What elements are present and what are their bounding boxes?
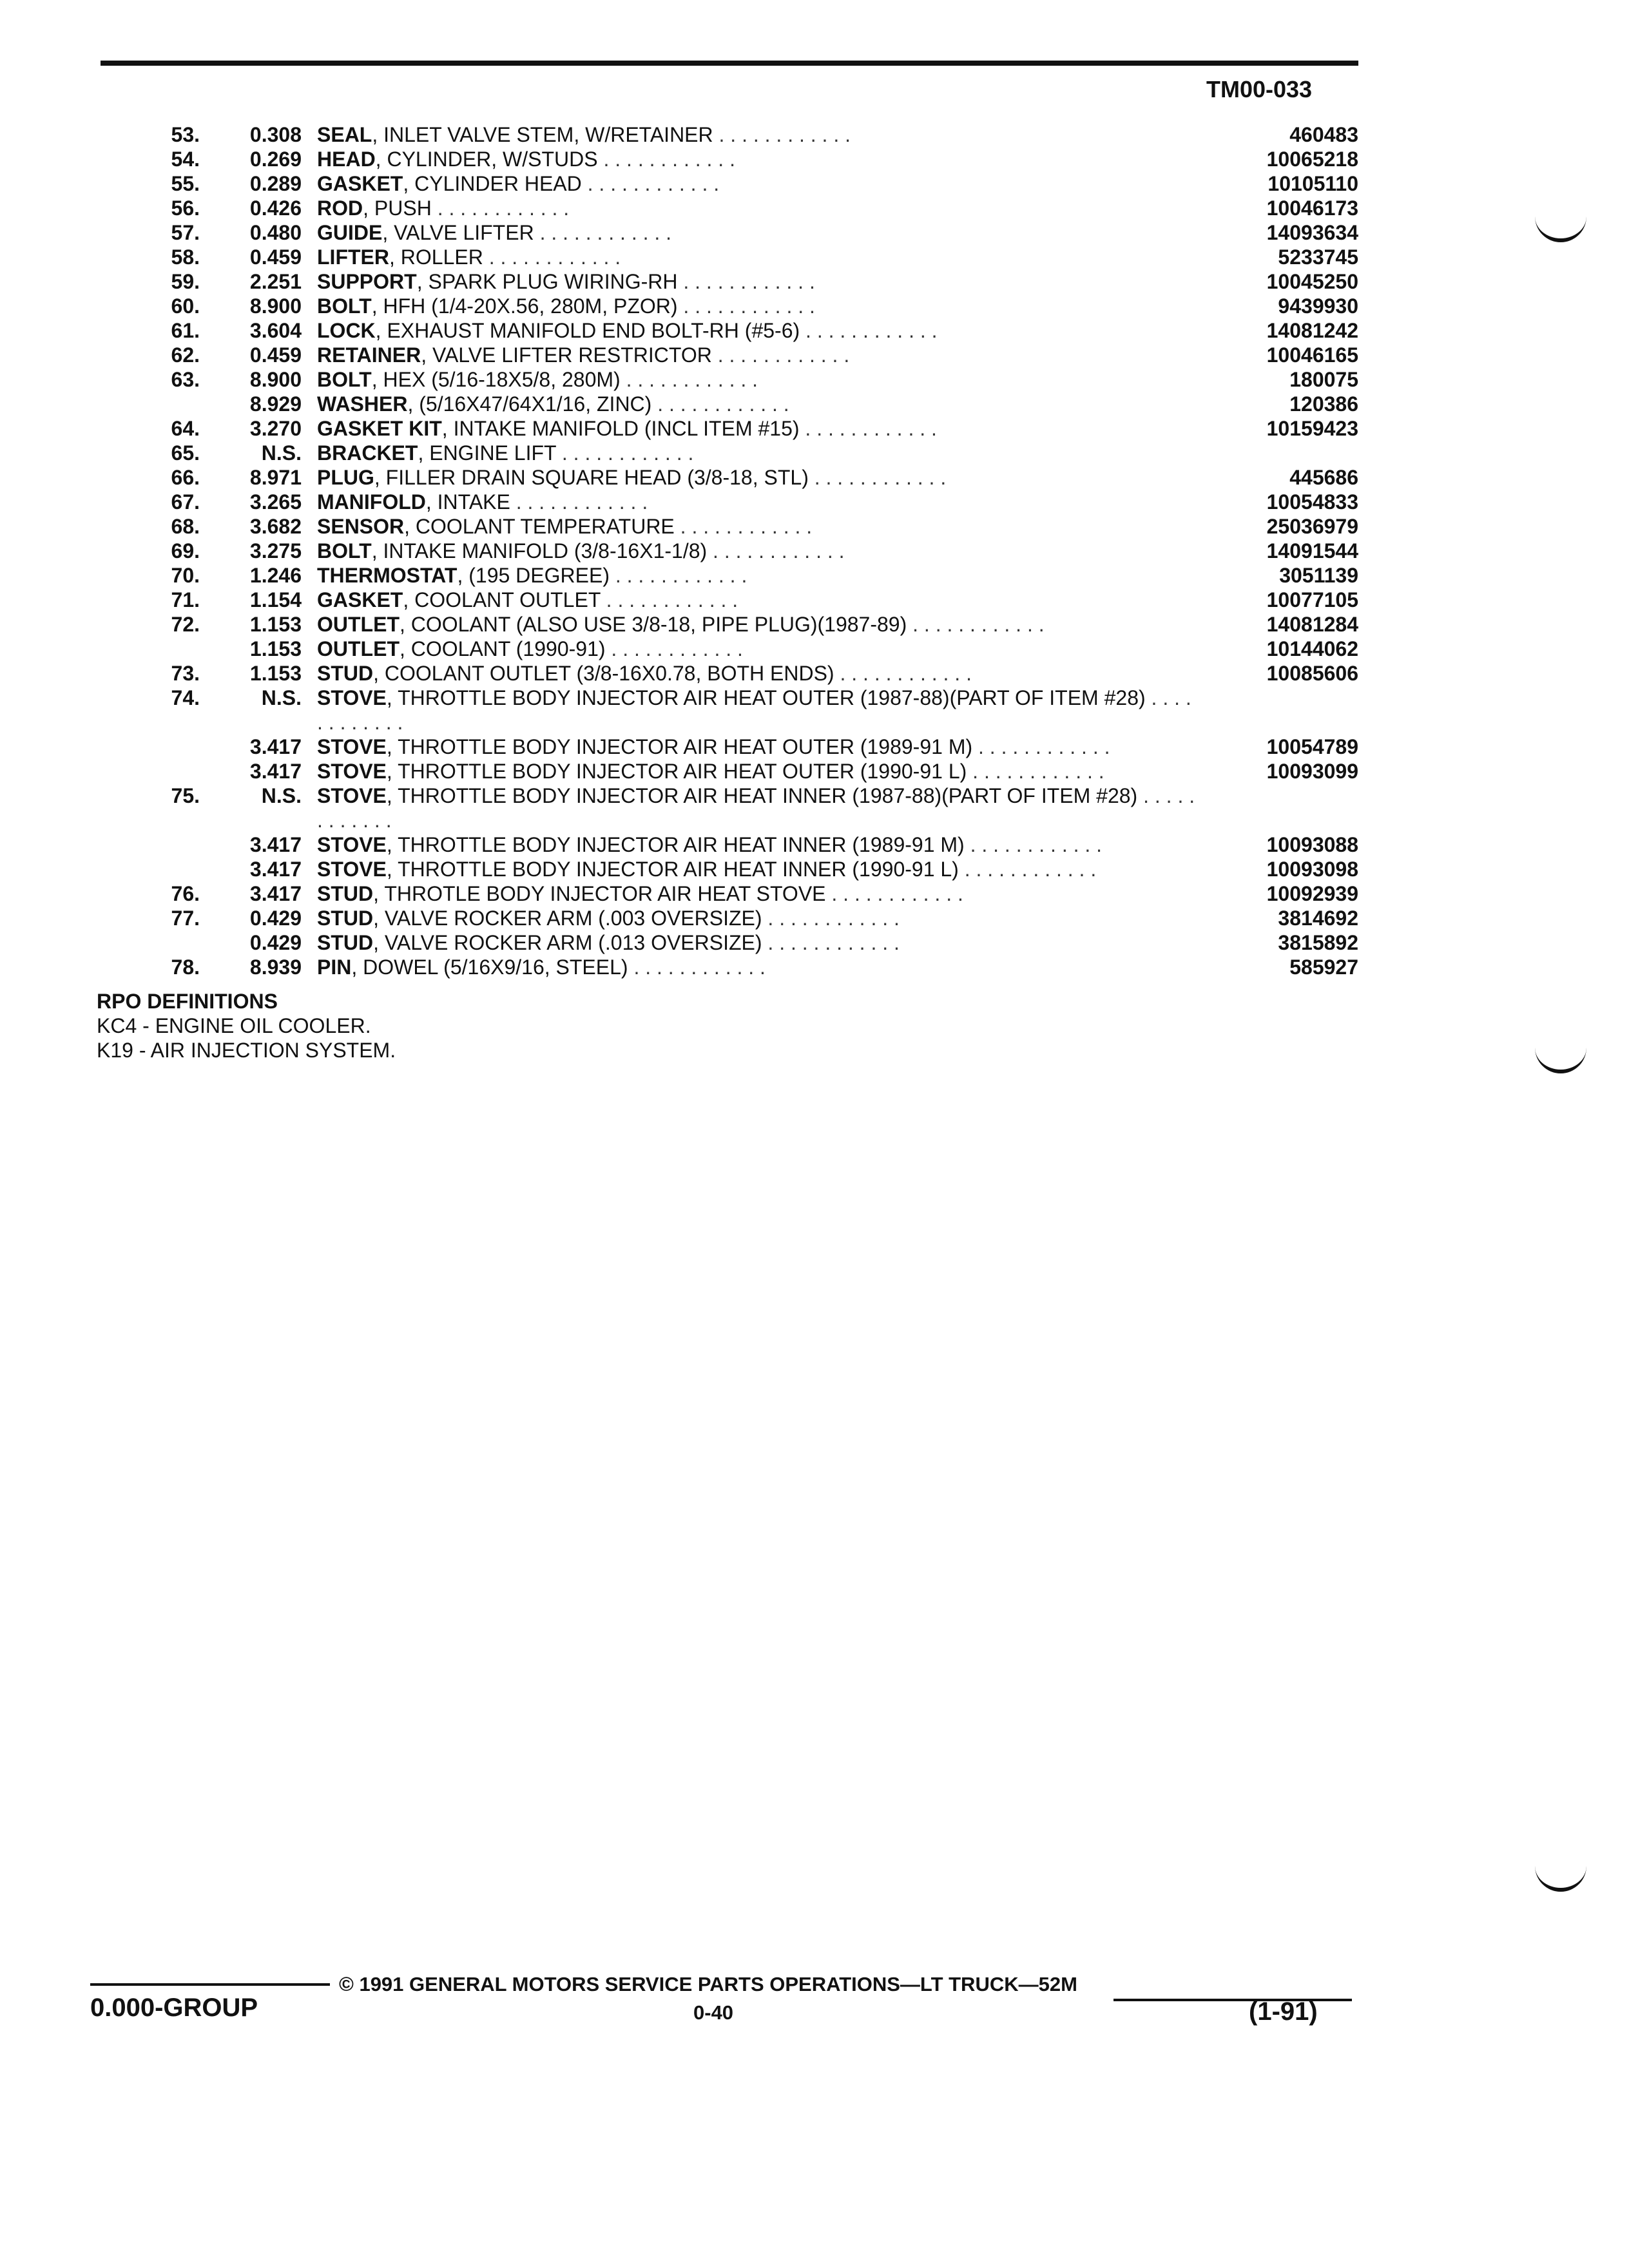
part-row [0, 539, 1629, 563]
part-description [317, 490, 1200, 514]
item-number: 68. [171, 515, 200, 538]
group-number: 1.153 [249, 662, 302, 685]
group-number: 0.459 [249, 343, 302, 367]
part-number: 10054789 [1266, 735, 1358, 758]
part-number: 9439930 [1278, 294, 1358, 318]
part-number: 10093098 [1266, 858, 1358, 881]
part-description [317, 196, 1200, 220]
part-detail: , DOWEL (5/16X9/16, STEEL) [351, 956, 628, 979]
dot-leader: . . . . . . . . . . . . [707, 539, 845, 562]
part-description [317, 612, 1200, 637]
group-number: 3.265 [249, 490, 302, 514]
part-row [0, 147, 1629, 171]
item-number: 69. [171, 539, 200, 562]
part-number: 10092939 [1266, 882, 1358, 905]
dot-leader: . . . . . . . . . . . . [825, 882, 963, 905]
group-number: 8.929 [249, 392, 302, 416]
part-row [0, 661, 1629, 686]
part-description [317, 563, 1200, 588]
part-detail: , HFH (1/4-20X.56, 280M, PZOR) [371, 294, 678, 318]
group-number: 0.429 [249, 931, 302, 954]
part-row [0, 759, 1629, 783]
part-description [317, 269, 1200, 294]
dot-leader: . . . . . . . . . . . . [677, 270, 815, 293]
part-detail: , COOLANT (ALSO USE 3/8-18, PIPE PLUG)(1987-89) [399, 613, 907, 636]
revision-date: (1-91) [1249, 1997, 1318, 2026]
part-name: BRACKET [317, 441, 418, 465]
part-number: 180075 [1289, 368, 1358, 391]
part-description [317, 588, 1200, 612]
item-number: 74. [171, 686, 200, 709]
dot-leader: . . . . . . . . . . . . [674, 515, 813, 538]
part-number: 460483 [1289, 123, 1358, 146]
part-detail: , THROTLE BODY INJECTOR AIR HEAT STOVE [373, 882, 826, 905]
dot-leader: . . . . . . . . . . . . [605, 637, 743, 660]
part-number: 3815892 [1278, 931, 1358, 954]
group-number: 3.604 [249, 319, 302, 342]
part-number: 10077105 [1266, 588, 1358, 611]
dot-leader: . . . . . . . . . . . . [600, 588, 738, 611]
item-number: 75. [171, 784, 200, 807]
part-name: RETAINER [317, 343, 421, 367]
dot-leader: . . . . . . . . . . . . [483, 245, 621, 269]
part-detail: , COOLANT OUTLET [403, 588, 601, 611]
part-row [0, 857, 1629, 881]
group-number: 3.417 [249, 735, 302, 758]
part-row [0, 563, 1629, 588]
part-description [317, 514, 1200, 539]
dot-leader: . . . . . . . . . . . . [317, 784, 1195, 832]
dot-leader: . . . . . . . . . . . . [799, 417, 937, 440]
dot-leader: . . . . . . . . . . . . [620, 368, 758, 391]
binder-hole-mark [1535, 1862, 1586, 1892]
part-name: PLUG [317, 466, 374, 489]
item-number: 56. [171, 197, 200, 220]
part-row [0, 832, 1629, 857]
part-name: BOLT [317, 539, 372, 562]
part-number: 10093088 [1266, 833, 1358, 856]
group-number: 0.289 [249, 172, 302, 195]
part-number: 10159423 [1266, 417, 1358, 440]
item-number: 67. [171, 490, 200, 514]
part-detail: , SPARK PLUG WIRING-RH [416, 270, 678, 293]
part-name: STOVE [317, 858, 387, 881]
item-number: 73. [171, 662, 200, 685]
part-name: GUIDE [317, 221, 383, 244]
part-number: 10065218 [1266, 148, 1358, 171]
group-number: N.S. [261, 686, 302, 709]
part-row [0, 343, 1629, 367]
group-number: 1.153 [249, 613, 302, 636]
part-detail: , ENGINE LIFT [418, 441, 556, 465]
dot-leader: . . . . . . . . . . . . [762, 931, 900, 954]
group-number: 0.480 [249, 221, 302, 244]
dot-leader: . . . . . . . . . . . . [317, 686, 1191, 734]
group-number: 1.246 [249, 564, 302, 587]
part-detail: , VALVE ROCKER ARM (.013 OVERSIZE) [373, 931, 762, 954]
item-number: 61. [171, 319, 200, 342]
part-detail: , INLET VALVE STEM, W/RETAINER [372, 123, 713, 146]
part-detail: , THROTTLE BODY INJECTOR AIR HEAT INNER (1987-88)(PART OF ITEM #28) [386, 784, 1138, 807]
part-detail: , THROTTLE BODY INJECTOR AIR HEAT INNER (1989-91 M) [386, 833, 965, 856]
part-description [317, 294, 1200, 318]
part-detail: , INTAKE MANIFOLD (3/8-16X1-1/8) [371, 539, 708, 562]
part-number: 10085606 [1266, 662, 1358, 685]
part-row [0, 171, 1629, 196]
part-name: STOVE [317, 686, 387, 709]
item-number: 64. [171, 417, 200, 440]
item-number: 66. [171, 466, 200, 489]
part-detail: , INTAKE [425, 490, 510, 514]
part-detail: , (195 DEGREE) [457, 564, 610, 587]
part-name: LOCK [317, 319, 376, 342]
part-name: PIN [317, 956, 352, 979]
part-row [0, 612, 1629, 637]
dot-leader: . . . . . . . . . . . . [651, 392, 789, 416]
part-detail: , COOLANT OUTLET (3/8-16X0.78, BOTH ENDS) [373, 662, 834, 685]
document-code: TM00-033 [1206, 76, 1313, 102]
dot-leader: . . . . . . . . . . . . [972, 735, 1110, 758]
part-description [317, 147, 1200, 171]
part-name: STUD [317, 907, 374, 930]
item-number: 70. [171, 564, 200, 587]
part-description [317, 465, 1200, 490]
group-number: 0.308 [249, 123, 302, 146]
part-description [317, 783, 1200, 832]
part-row [0, 367, 1629, 392]
part-name: STOVE [317, 760, 387, 783]
dot-leader: . . . . . . . . . . . . [510, 490, 648, 514]
dot-leader: . . . . . . . . . . . . [967, 760, 1104, 783]
group-number: 3.417 [249, 858, 302, 881]
item-number: 54. [171, 148, 200, 171]
part-row [0, 465, 1629, 490]
part-detail: , VALVE ROCKER ARM (.003 OVERSIZE) [373, 907, 762, 930]
dot-leader: . . . . . . . . . . . . [834, 662, 972, 685]
part-detail: , INTAKE MANIFOLD (INCL ITEM #15) [441, 417, 800, 440]
dot-leader: . . . . . . . . . . . . [556, 441, 694, 465]
part-detail: , EXHAUST MANIFOLD END BOLT-RH (#5-6) [375, 319, 800, 342]
part-description [317, 906, 1200, 930]
group-number: N.S. [261, 441, 302, 465]
part-number: 14081242 [1266, 319, 1358, 342]
part-detail: , VALVE LIFTER RESTRICTOR [421, 343, 712, 367]
part-row [0, 269, 1629, 294]
dot-leader: . . . . . . . . . . . . [808, 466, 947, 489]
part-description [317, 122, 1200, 147]
part-name: WASHER [317, 392, 408, 416]
dot-leader: . . . . . . . . . . . . [800, 319, 938, 342]
dot-leader: . . . . . . . . . . . . [711, 343, 850, 367]
part-description [317, 245, 1200, 269]
part-number: 445686 [1289, 466, 1358, 489]
group-number: 1.153 [249, 637, 302, 660]
item-number: 72. [171, 613, 200, 636]
item-number: 63. [171, 368, 200, 391]
part-detail: , COOLANT (1990-91) [399, 637, 606, 660]
part-detail: , ROLLER [389, 245, 483, 269]
part-row [0, 881, 1629, 906]
item-number: 57. [171, 221, 200, 244]
part-name: SENSOR [317, 515, 405, 538]
group-number: 0.459 [249, 245, 302, 269]
dot-leader: . . . . . . . . . . . . [958, 858, 1097, 881]
part-number: 10046173 [1266, 197, 1358, 220]
item-number: 59. [171, 270, 200, 293]
part-row [0, 245, 1629, 269]
group-number: 2.251 [249, 270, 302, 293]
part-row [0, 122, 1629, 147]
part-name: STOVE [317, 784, 387, 807]
part-number: 585927 [1289, 956, 1358, 979]
part-number: 25036979 [1266, 515, 1358, 538]
part-row [0, 416, 1629, 441]
part-name: OUTLET [317, 613, 400, 636]
part-name: SEAL [317, 123, 372, 146]
part-name: ROD [317, 197, 363, 220]
rpo-line: KC4 - ENGINE OIL COOLER. [97, 1014, 371, 1037]
part-description [317, 343, 1200, 367]
part-name: GASKET KIT [317, 417, 442, 440]
part-detail: , HEX (5/16-18X5/8, 280M) [371, 368, 621, 391]
dot-leader: . . . . . . . . . . . . [534, 221, 672, 244]
part-description [317, 661, 1200, 686]
part-name: BOLT [317, 294, 372, 318]
part-number: 10105110 [1268, 172, 1358, 195]
dot-leader: . . . . . . . . . . . . [907, 613, 1045, 636]
part-name: OUTLET [317, 637, 400, 660]
item-number: 78. [171, 956, 200, 979]
part-description [317, 881, 1200, 906]
part-row [0, 930, 1629, 955]
dot-leader: . . . . . . . . . . . . [964, 833, 1103, 856]
part-number: 3814692 [1278, 907, 1358, 930]
item-number: 60. [171, 294, 200, 318]
dot-leader: . . . . . . . . . . . . [609, 564, 747, 587]
item-number: 65. [171, 441, 200, 465]
part-name: GASKET [317, 172, 403, 195]
footer-rule [90, 1983, 330, 1986]
item-number: 53. [171, 123, 200, 146]
rpo-heading: RPO DEFINITIONS [97, 990, 278, 1013]
part-name: THERMOSTAT [317, 564, 458, 587]
part-description [317, 759, 1200, 783]
group-number: 3.682 [249, 515, 302, 538]
copyright-notice: © 1991 GENERAL MOTORS SERVICE PARTS OPERATIONS—LT TRUCK—52M [339, 1973, 1077, 1995]
dot-leader: . . . . . . . . . . . . [762, 907, 900, 930]
part-name: BOLT [317, 368, 372, 391]
part-description [317, 318, 1200, 343]
binder-hole-mark [1535, 1044, 1586, 1073]
part-name: GASKET [317, 588, 403, 611]
part-row [0, 686, 1629, 735]
part-number: 3051139 [1279, 564, 1358, 587]
dot-leader: . . . . . . . . . . . . [628, 956, 766, 979]
part-row [0, 220, 1629, 245]
part-number: 10046165 [1266, 343, 1358, 367]
part-description [317, 857, 1200, 881]
part-number: 14091544 [1266, 539, 1358, 562]
dot-leader: . . . . . . . . . . . . [677, 294, 815, 318]
group-number: 0.269 [249, 148, 302, 171]
part-row [0, 637, 1629, 661]
part-number: 10144062 [1266, 637, 1358, 660]
part-detail: , THROTTLE BODY INJECTOR AIR HEAT OUTER (1987-88)(PART OF ITEM #28) [386, 686, 1146, 709]
part-number: 10054833 [1266, 490, 1358, 514]
part-number: 14093634 [1266, 221, 1358, 244]
item-number: 77. [171, 907, 200, 930]
part-description [317, 539, 1200, 563]
dot-leader: . . . . . . . . . . . . [581, 172, 720, 195]
part-row [0, 783, 1629, 832]
group-number: 3.417 [249, 882, 302, 905]
part-description [317, 171, 1200, 196]
part-detail: , CYLINDER, W/STUDS [375, 148, 598, 171]
part-row [0, 392, 1629, 416]
part-detail: , THROTTLE BODY INJECTOR AIR HEAT INNER (1990-91 L) [386, 858, 959, 881]
group-label: 0.000-GROUP [90, 1994, 258, 2022]
part-detail: , CYLINDER HEAD [403, 172, 582, 195]
dot-leader: . . . . . . . . . . . . [713, 123, 851, 146]
part-number: 120386 [1289, 392, 1358, 416]
item-number: 58. [171, 245, 200, 269]
part-description [317, 220, 1200, 245]
group-number: 3.270 [249, 417, 302, 440]
part-name: STOVE [317, 735, 387, 758]
group-number: N.S. [261, 784, 302, 807]
part-description [317, 955, 1200, 979]
group-number: 3.417 [249, 760, 302, 783]
part-row [0, 955, 1629, 979]
part-description [317, 416, 1200, 441]
part-name: HEAD [317, 148, 376, 171]
part-detail: , COOLANT TEMPERATURE [404, 515, 675, 538]
part-detail: , (5/16X47/64X1/16, ZINC) [407, 392, 652, 416]
part-description [317, 930, 1200, 955]
part-number: 5233745 [1278, 245, 1358, 269]
part-number: 14081284 [1266, 613, 1358, 636]
part-name: STUD [317, 931, 374, 954]
rpo-definitions [97, 989, 396, 1062]
part-description [317, 392, 1200, 416]
group-number: 0.426 [249, 197, 302, 220]
part-name: STOVE [317, 833, 387, 856]
group-number: 8.939 [249, 956, 302, 979]
part-description [317, 735, 1200, 759]
part-description [317, 686, 1200, 735]
dot-leader: . . . . . . . . . . . . [597, 148, 735, 171]
rpo-line: K19 - AIR INJECTION SYSTEM. [97, 1039, 396, 1062]
item-number: 76. [171, 882, 200, 905]
group-number: 8.900 [249, 368, 302, 391]
part-name: STUD [317, 882, 374, 905]
part-name: SUPPORT [317, 270, 417, 293]
part-description [317, 832, 1200, 857]
part-row [0, 514, 1629, 539]
part-row [0, 196, 1629, 220]
item-number: 71. [171, 588, 200, 611]
group-number: 1.154 [249, 588, 302, 611]
dot-leader: . . . . . . . . . . . . [431, 197, 570, 220]
item-number: 62. [171, 343, 200, 367]
part-name: MANIFOLD [317, 490, 426, 514]
part-row [0, 490, 1629, 514]
parts-list [0, 122, 1629, 979]
group-number: 8.971 [249, 466, 302, 489]
part-detail: , VALVE LIFTER [382, 221, 534, 244]
group-number: 3.417 [249, 833, 302, 856]
group-number: 0.429 [249, 907, 302, 930]
part-row [0, 588, 1629, 612]
part-row [0, 735, 1629, 759]
part-description [317, 367, 1200, 392]
part-row [0, 441, 1629, 465]
part-description [317, 441, 1200, 465]
part-description [317, 637, 1200, 661]
group-number: 3.275 [249, 539, 302, 562]
page-number: 0-40 [693, 2001, 734, 2024]
part-name: LIFTER [317, 245, 389, 269]
part-detail: , THROTTLE BODY INJECTOR AIR HEAT OUTER (1989-91 M) [386, 735, 973, 758]
group-number: 8.900 [249, 294, 302, 318]
header-rule [101, 61, 1358, 66]
part-number: 10093099 [1266, 760, 1358, 783]
part-number: 10045250 [1266, 270, 1358, 293]
part-detail: , FILLER DRAIN SQUARE HEAD (3/8-18, STL) [374, 466, 809, 489]
part-detail: , PUSH [363, 197, 432, 220]
part-row [0, 318, 1629, 343]
item-number: 55. [171, 172, 200, 195]
part-row [0, 294, 1629, 318]
part-row [0, 906, 1629, 930]
part-detail: , THROTTLE BODY INJECTOR AIR HEAT OUTER (1990-91 L) [386, 760, 967, 783]
part-name: STUD [317, 662, 374, 685]
